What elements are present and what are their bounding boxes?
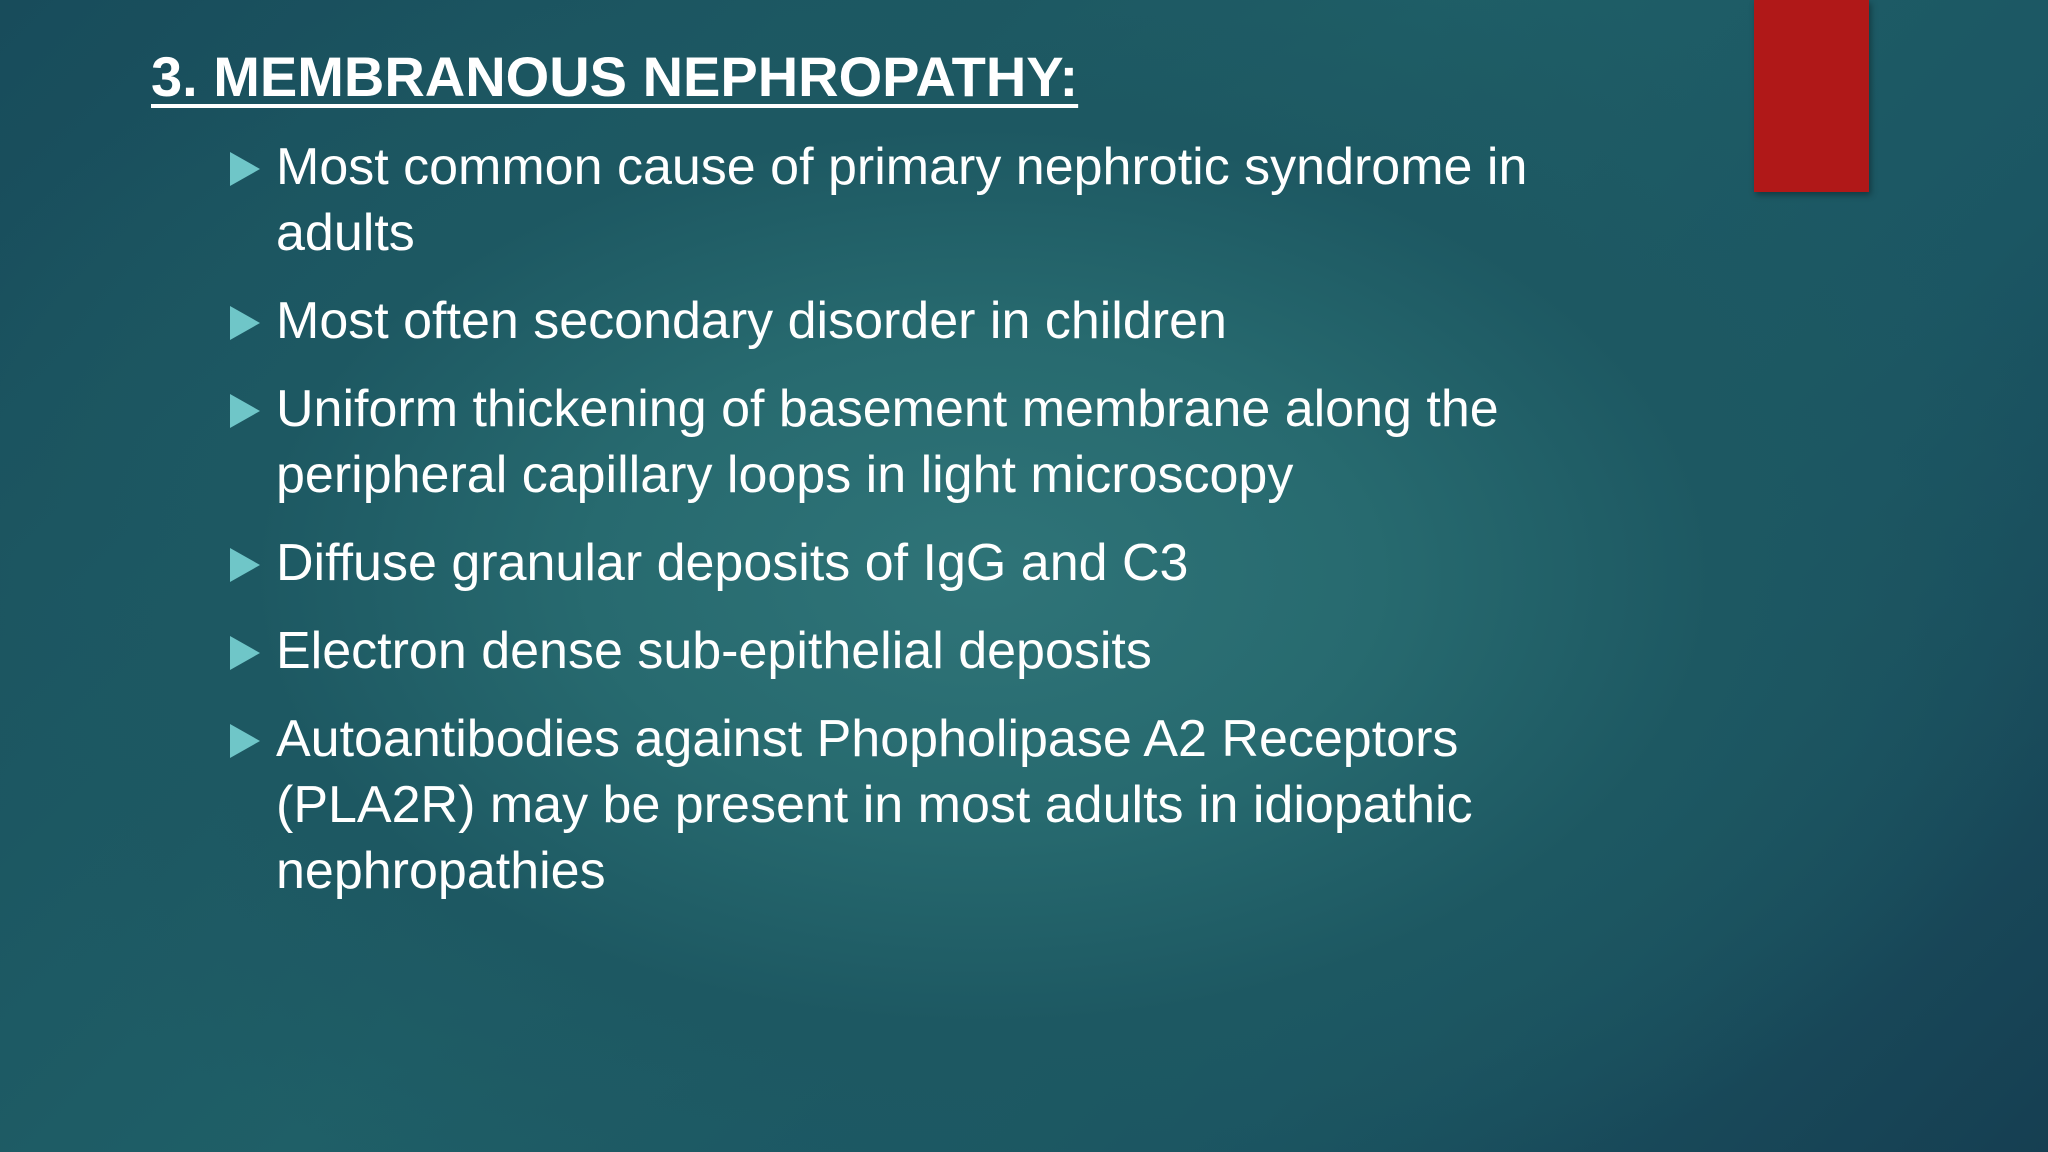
- bullet-item: [230, 618, 1650, 684]
- slide-title: 3. MEMBRANOUS NEPHROPATHY:: [151, 45, 1079, 108]
- triangle-right-icon: [230, 724, 260, 758]
- triangle-right-icon: [230, 152, 260, 186]
- bullet-text: Electron dense sub-epithelial deposits: [276, 622, 1152, 680]
- bullet-text: Uniform thickening of basement membrane along the peripheral capillary loops in light microscopy: [276, 380, 1499, 504]
- bullet-item: [230, 134, 1650, 266]
- triangle-right-icon: [230, 636, 260, 670]
- bullet-text: Most often secondary disorder in children: [276, 292, 1227, 350]
- bullet-text: Autoantibodies against Phopholipase A2 Receptors (PLA2R) may be present in most adults in idiopathic nephropathies: [276, 710, 1473, 900]
- bullet-list: [230, 134, 1650, 926]
- accent-bar: [1754, 0, 1869, 192]
- triangle-right-icon: [230, 548, 260, 582]
- triangle-right-icon: [230, 306, 260, 340]
- bullet-text: Diffuse granular deposits of IgG and C3: [276, 534, 1189, 592]
- bullet-item: [230, 706, 1650, 904]
- bullet-text: Most common cause of primary nephrotic syndrome in adults: [276, 138, 1528, 262]
- triangle-right-icon: [230, 394, 260, 428]
- bullet-item: [230, 376, 1650, 508]
- bullet-item: [230, 530, 1650, 596]
- bullet-item: [230, 288, 1650, 354]
